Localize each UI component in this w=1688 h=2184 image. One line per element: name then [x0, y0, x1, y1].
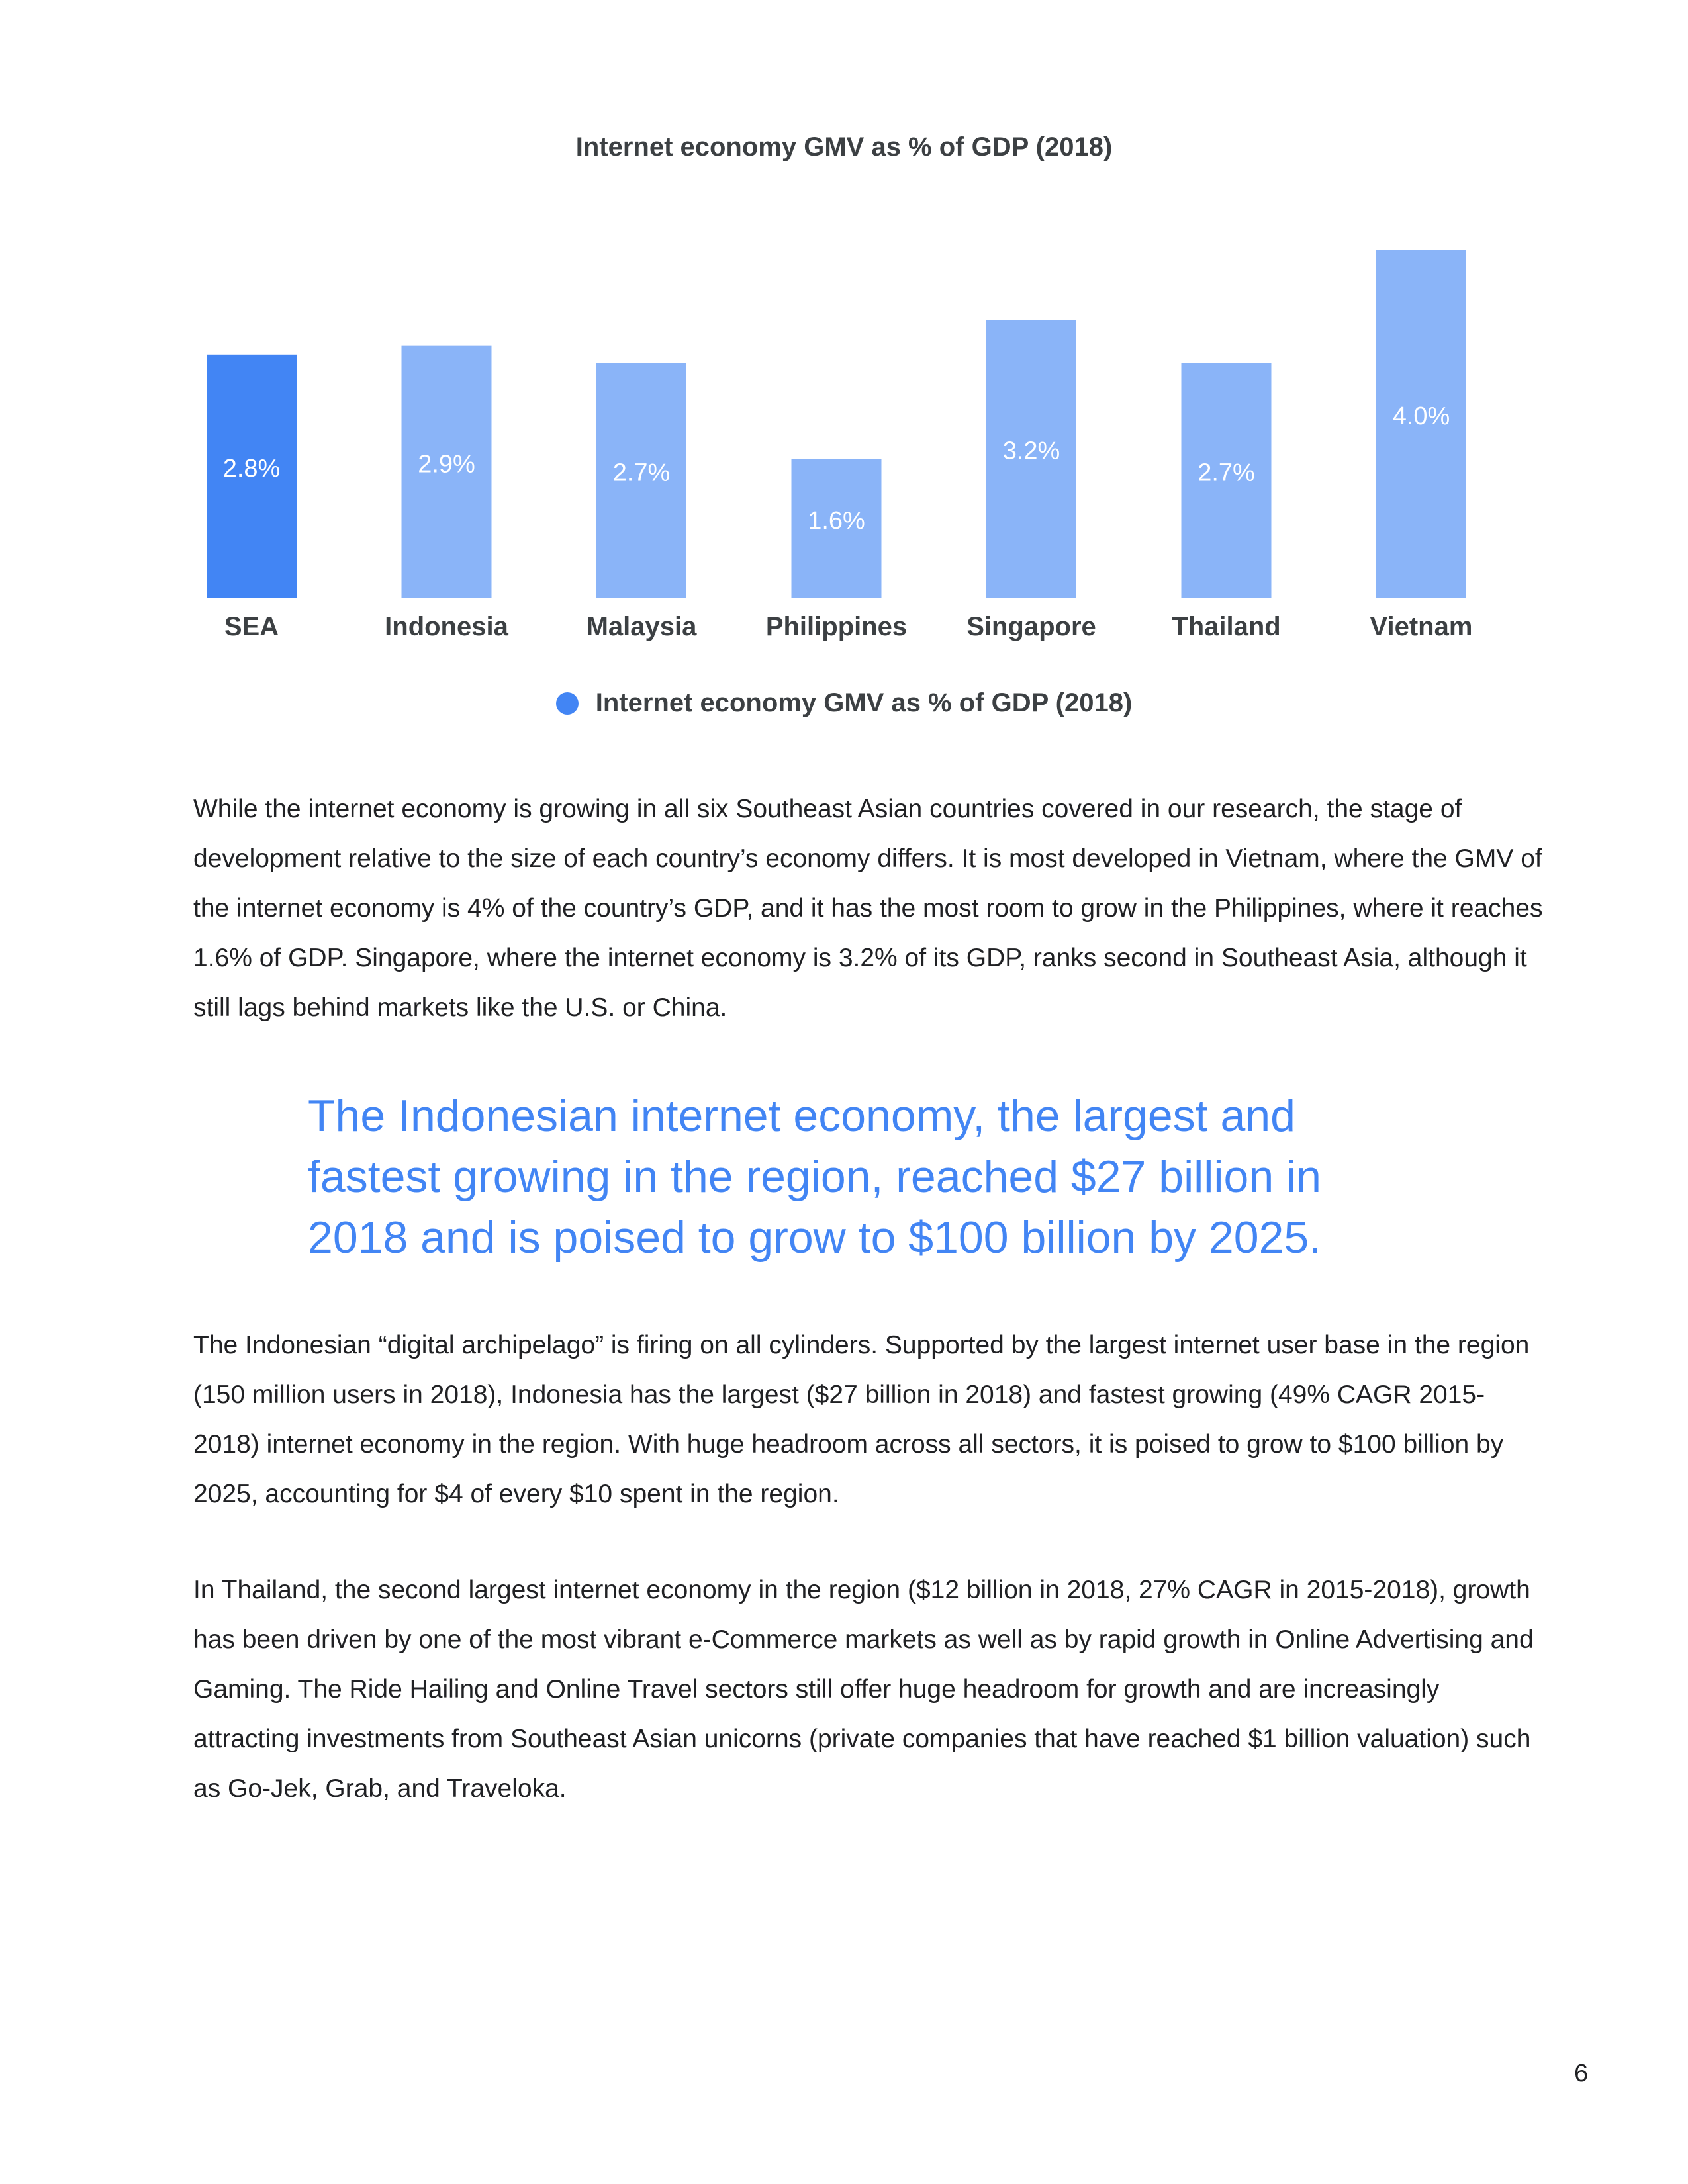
- legend-label: Internet economy GMV as % of GDP (2018): [595, 688, 1133, 717]
- page-number: 6: [1574, 2060, 1589, 2087]
- data-label-vietnam: 4.0%: [1392, 402, 1450, 430]
- data-label-malaysia: 2.7%: [612, 459, 671, 487]
- data-label-sea: 2.8%: [222, 454, 281, 482]
- tick-label-vietnam: Vietnam: [1370, 612, 1473, 641]
- tick-label-singapore: Singapore: [966, 612, 1096, 641]
- tick-label-malaysia: Malaysia: [586, 612, 697, 641]
- paragraph-vietnam-philippines: While the internet economy is growing in all six Southeast Asian countries covered in our research, the stage of development relative to the size of each country’s economy differs. It is most developed in Vietnam, where the GMV of the internet economy is 4% of the country’s GDP, and it has the most room to grow in the Philippines, where it reaches 1.6% of GDP. Singapore, where the internet economy is 3.2% of its GDP, ranks second in Southeast Asia, although it still lags behind markets like the U.S. or China.: [193, 795, 1543, 1022]
- paragraph-thailand: In Thailand, the second largest internet economy in the region ($12 billion in 2018, 27% CAGR in 2015-2018), growth has been driven by one of the most vibrant e-Commerce markets as well as by rapid growth in Online Advertising and Gaming. The Ride Hailing and Online Travel sectors still offer huge headroom for growth and are increasingly attracting investments from Southeast Asian unicorns (private companies that have reached $1 billion valuation) such as Go-Jek, Grab, and Traveloka.: [193, 1576, 1534, 1803]
- paragraph-indonesia: The Indonesian “digital archipelago” is firing on all cylinders. Supported by the largest internet user base in the region (150 million users in 2018), Indonesia has the largest ($27 billion in 2018) and fastest growing (49% CAGR 2015-2018) internet economy in the region. With huge headroom across all sectors, it is poised to grow to $100 billion by 2025, accounting for $4 of every $10 spent in the region.: [193, 1331, 1530, 1508]
- data-label-singapore: 3.2%: [1002, 437, 1060, 465]
- tick-label-indonesia: Indonesia: [385, 612, 508, 641]
- legend-swatch: [556, 692, 579, 715]
- data-label-philippines: 1.6%: [808, 506, 865, 535]
- pullquote: The Indonesian internet economy, the largest and fastest growing in the region, reached $27 billion in 2018 and is poised to grow to $100 billion by 2025.: [308, 1091, 1322, 1263]
- chart-title: Internet economy GMV as % of GDP (2018): [575, 132, 1113, 161]
- tick-label-philippines: Philippines: [765, 612, 908, 641]
- tick-label-sea: SEA: [224, 612, 279, 641]
- chart-legend: [0, 688, 1688, 718]
- data-label-indonesia: 2.9%: [418, 450, 475, 478]
- tick-label-thailand: Thailand: [1172, 612, 1281, 641]
- bar-chart: [0, 199, 1688, 675]
- data-label-thailand: 2.7%: [1197, 459, 1255, 487]
